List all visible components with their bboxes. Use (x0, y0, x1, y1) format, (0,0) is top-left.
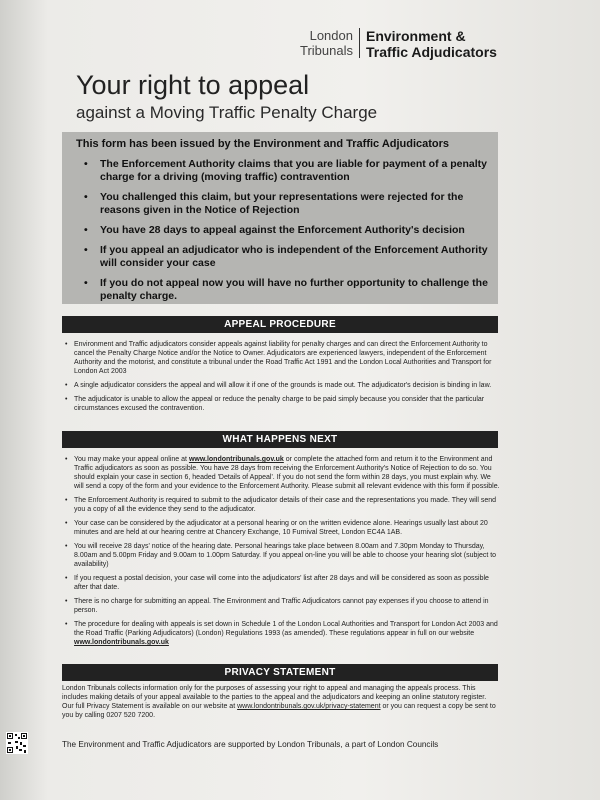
website-link[interactable]: www.londontribunals.gov.uk (74, 639, 169, 646)
procedure-bullet: • Environment and Traffic adjudicators consider appeals against liability for penalty charges and can direct the Enforcement Authority to cancel the Penalty Charge Notice and/or the Notice to Owner. Adjudicators are experienced lawyers, independent of the Enforcement Authority and the motorist, and constitute a tribunal under the Road Traffic Act 1991 and the London Local Authorities and Transport for London Act 2003 (64, 340, 500, 376)
logo-left (300, 28, 360, 58)
intro-bullet: • The Enforcement Authority claims that you are liable for payment of a penalty charge for a driving (moving traffic) contravention (82, 158, 492, 184)
intro-heading: This form has been issued by the Environment and Traffic Adjudicators (76, 138, 450, 150)
procedure-bullet: • A single adjudicator considers the appeal and will allow it if one of the grounds is made out. The adjudicator's decision is binding in law. (64, 381, 500, 390)
intro-bullet: • If you appeal an adjudicator who is independent of the Enforcement Authority will consider your case (82, 244, 492, 270)
privacy-pre: London Tribunals collects information only for the purposes of assessing your right to appeal and managing the appeals process. This includes making details of your appeal available to the parties to the appeal and the adjudicators and keeping an online statutory register. Our full Privacy Statement is available on our website at (62, 685, 487, 710)
intro-bullet: • If you do not appeal now you will have no further opportunity to challenge the penalty charge. (82, 277, 492, 303)
next-bullet: • The Enforcement Authority is required to submit to the adjudicator details of their case and the representations you made. They will send you a copy of all the evidence they send to the adjudicator. (64, 496, 500, 514)
intro-bullet: • You have 28 days to appeal against the Enforcement Authority's decision (82, 224, 492, 237)
intro-box (62, 132, 498, 304)
page-title: Your right to appeal (76, 70, 310, 100)
logo-line1: London (309, 28, 353, 43)
next-bullet: • You will receive 28 days' notice of the hearing date. Personal hearings take place between 8.00am and 7.30pm Monday to Thursday, 8.00am and 5.00pm Friday and 9.00am to 1.00pm Saturday. If you appeal on-line you will be able to choose your hearing slot (subject to availability) (64, 542, 500, 569)
logo-right1: Environment & (365, 28, 466, 44)
privacy-text (62, 684, 498, 720)
logo-right (360, 28, 497, 60)
what-happens-list (64, 455, 500, 652)
next-bullet (64, 620, 500, 647)
appeal-procedure-heading: APPEAL PROCEDURE (62, 316, 498, 333)
next-bullet (64, 455, 500, 491)
what-happens-heading: WHAT HAPPENS NEXT (62, 431, 498, 448)
next-bullet: • There is no charge for submitting an appeal. The Environment and Traffic Adjudicators cannot pay expenses if you choose to attend in person. (64, 597, 500, 615)
privacy-heading: PRIVACY STATEMENT (62, 664, 498, 681)
next-text: The procedure for dealing with appeals is set down in Schedule 1 of the London Local Authorities and Transport for London Act 2003 and the Road Traffic (Parking Adjudicators) (London) Regulations 1993 (as amended). These regulations appear in full on our website (74, 621, 498, 637)
privacy-link[interactable]: www.londontribunals.gov.uk/privacy-statement (237, 703, 381, 710)
privacy-post: or you can request a copy be sent to you by calling 0207 520 7200. (62, 703, 496, 719)
procedure-bullet: • The adjudicator is unable to allow the appeal or reduce the penalty charge to be paid simply because you consider that the particular circumstances excused the contravention. (64, 395, 500, 413)
intro-bullet: • You challenged this claim, but your representations were rejected for the reasons given in the Notice of Rejection (82, 191, 492, 217)
london-tribunals-logo (300, 28, 497, 60)
logo-line2: Tribunals (300, 43, 353, 58)
next-text: You may make your appeal online at (74, 456, 189, 463)
next-bullet: • Your case can be considered by the adjudicator at a personal hearing or on the written evidence alone. Hearings usually last about 20 minutes and are held at our hearing centre at Chancery Exchange, 10 Furnival Street, London EC4A 1AB. (64, 519, 500, 537)
website-link[interactable]: www.londontribunals.gov.uk (188, 456, 284, 463)
next-text: or complete the attached form and return it to the Environment and Traffic adjudicators as soon as possible. You have 28 days from receiving the Enforcement Authority's Notice of Rejection to do so. You should explain your case in section 6, headed 'Details of Appeal'. If you do not send the form within 28 days, you must explain why. We will send a copy of the form and your evidence to the Enforcement Authority. Please submit all relevant evidence with this form if possible. (74, 456, 500, 490)
intro-list (82, 158, 492, 310)
appeal-procedure-list (64, 340, 500, 418)
footer-text: The Environment and Traffic Adjudicators are supported by London Tribunals, a part of London Councils (62, 740, 439, 749)
qr-code-icon (6, 732, 28, 754)
page-subtitle: against a Moving Traffic Penalty Charge (76, 103, 378, 122)
next-bullet: • If you request a postal decision, your case will come into the adjudicators' list after 28 days and will be considered as soon as possible after that date. (64, 574, 500, 592)
logo-right2: Traffic Adjudicators (365, 44, 497, 60)
